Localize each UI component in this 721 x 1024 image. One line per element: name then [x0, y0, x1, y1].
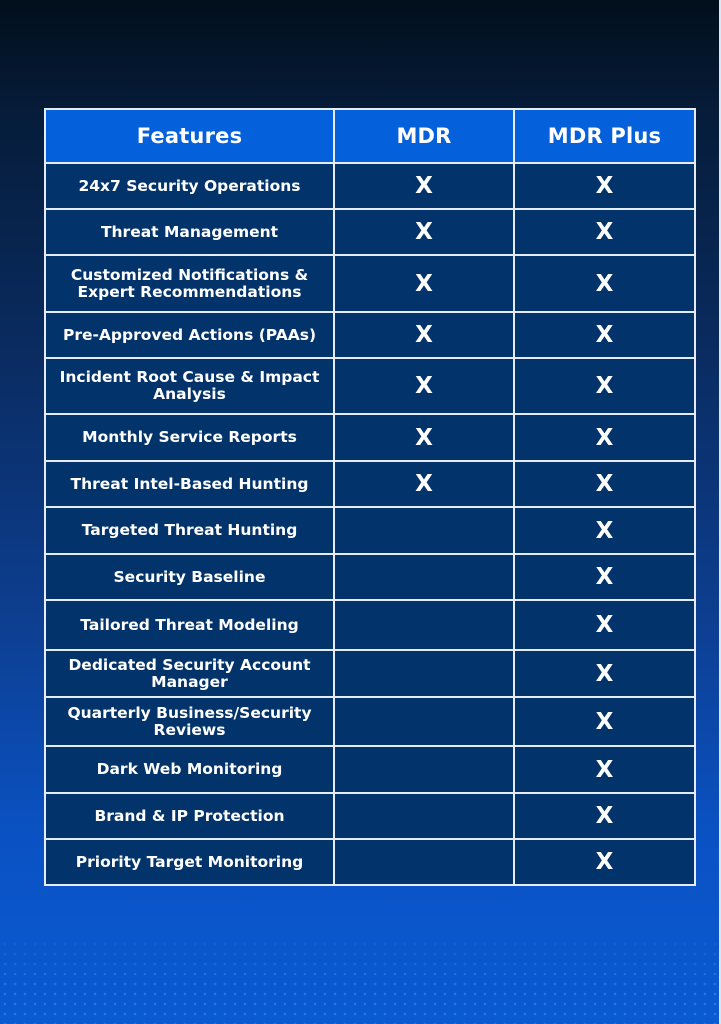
feature-cell: Dedicated Security Account Manager [45, 650, 334, 697]
feature-cell: Customized Notifications & Expert Recommendations [45, 255, 334, 312]
mdr-plus-check-cell: X [514, 600, 695, 650]
mdr-plus-check-cell: X [514, 414, 695, 461]
feature-cell: Brand & IP Protection [45, 793, 334, 839]
mdr-check-cell: X [334, 312, 514, 358]
mdr-plus-check-cell: X [514, 650, 695, 697]
mdr-check-cell [334, 507, 514, 554]
table-row [45, 461, 695, 507]
mdr-plus-check-cell: X [514, 312, 695, 358]
feature-comparison-table [44, 108, 696, 886]
feature-cell: Targeted Threat Hunting [45, 507, 334, 554]
mdr-check-cell: X [334, 414, 514, 461]
mdr-check-cell [334, 793, 514, 839]
mdr-plus-check-cell: X [514, 358, 695, 414]
mdr-plus-check-cell: X [514, 839, 695, 885]
mdr-plus-check-cell: X [514, 507, 695, 554]
feature-cell: Tailored Threat Modeling [45, 600, 334, 650]
feature-cell: Threat Intel-Based Hunting [45, 461, 334, 507]
mdr-plus-check-cell: X [514, 554, 695, 600]
mdr-check-cell: X [334, 209, 514, 255]
table-row [45, 255, 695, 312]
feature-cell: Pre-Approved Actions (PAAs) [45, 312, 334, 358]
table-row [45, 312, 695, 358]
mdr-check-cell [334, 650, 514, 697]
mdr-check-cell [334, 554, 514, 600]
feature-cell: Security Baseline [45, 554, 334, 600]
header-mdr-plus: MDR Plus [514, 109, 695, 163]
mdr-check-cell [334, 839, 514, 885]
mdr-check-cell: X [334, 461, 514, 507]
dot-pattern-decoration [0, 929, 721, 1024]
table-row [45, 209, 695, 255]
table-row [45, 793, 695, 839]
table-row [45, 358, 695, 414]
mdr-check-cell [334, 600, 514, 650]
feature-cell: Monthly Service Reports [45, 414, 334, 461]
mdr-check-cell: X [334, 255, 514, 312]
mdr-check-cell [334, 697, 514, 746]
mdr-plus-check-cell: X [514, 746, 695, 793]
table-row [45, 650, 695, 697]
mdr-plus-check-cell: X [514, 255, 695, 312]
feature-cell: 24x7 Security Operations [45, 163, 334, 209]
table-row [45, 507, 695, 554]
table-row [45, 839, 695, 885]
feature-cell: Threat Management [45, 209, 334, 255]
table-row [45, 600, 695, 650]
mdr-check-cell [334, 746, 514, 793]
table-row [45, 163, 695, 209]
header-mdr: MDR [334, 109, 514, 163]
mdr-plus-check-cell: X [514, 697, 695, 746]
table-row [45, 746, 695, 793]
mdr-plus-check-cell: X [514, 793, 695, 839]
table-header-row [45, 109, 695, 163]
header-features: Features [45, 109, 334, 163]
feature-cell: Incident Root Cause & Impact Analysis [45, 358, 334, 414]
table-row [45, 554, 695, 600]
feature-cell: Quarterly Business/Security Reviews [45, 697, 334, 746]
mdr-check-cell: X [334, 163, 514, 209]
feature-cell: Dark Web Monitoring [45, 746, 334, 793]
mdr-plus-check-cell: X [514, 163, 695, 209]
table-row [45, 414, 695, 461]
mdr-plus-check-cell: X [514, 461, 695, 507]
feature-cell: Priority Target Monitoring [45, 839, 334, 885]
table-row [45, 697, 695, 746]
mdr-check-cell: X [334, 358, 514, 414]
table-body [45, 163, 695, 885]
mdr-plus-check-cell: X [514, 209, 695, 255]
